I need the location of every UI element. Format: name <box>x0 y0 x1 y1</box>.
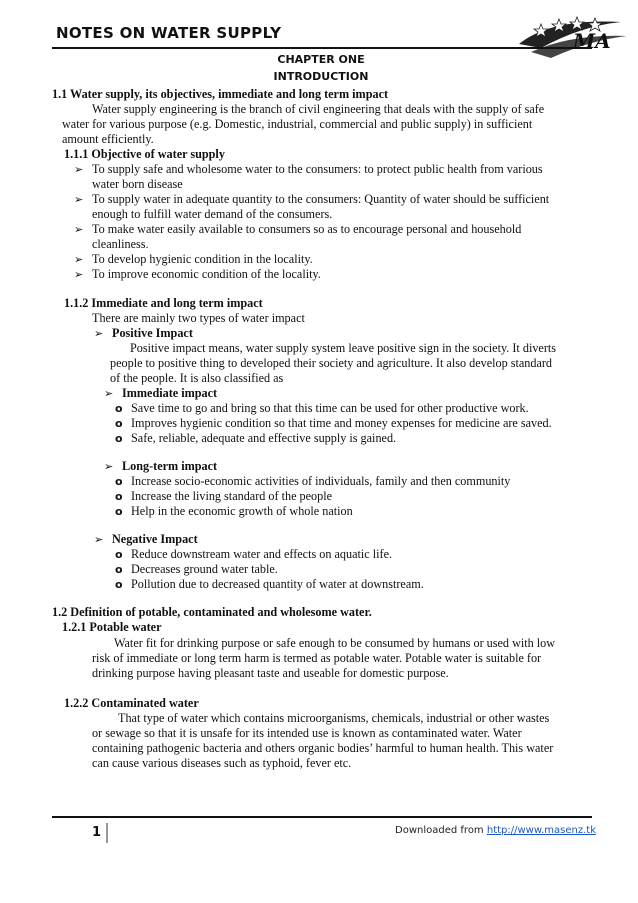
header-title: NOTES ON WATER SUPPLY <box>56 24 282 42</box>
list-item: To supply safe and wholesome water to the consumers: to protect public health from various <box>92 162 543 176</box>
paragraph-line: people to positive thing to developed their society and agriculture. It also develop standard <box>110 356 553 370</box>
list-item: Safe, reliable, adequate and effective supply is gained. <box>131 431 397 445</box>
circle-bullet-icon: o <box>115 475 123 488</box>
subsection-heading-1-1-2: 1.1.2 Immediate and long term impact <box>64 296 263 310</box>
list-heading-long-term-impact: Long-term impact <box>122 459 218 473</box>
paragraph-line: amount efficiently. <box>62 132 154 146</box>
paragraph-line: containing pathogenic bacteria and others organic bodies’ harmful to human health. This water <box>92 741 554 755</box>
list-heading-positive-impact: Positive Impact <box>112 326 193 340</box>
circle-bullet-icon: o <box>115 417 123 430</box>
paragraph-line: That type of water which contains microorganisms, chemicals, industrial or other wastes <box>118 711 550 725</box>
source-link[interactable]: http://www.masenz.tk <box>486 825 596 836</box>
list-item: To supply water in adequate quantity to the consumers: Quantity of water should be sufficient <box>92 192 550 206</box>
list-item-continued: cleanliness. <box>92 237 149 251</box>
arrow-bullet-icon: ➢ <box>74 194 84 206</box>
footer-divider <box>106 823 108 843</box>
list-item: Reduce downstream water and effects on aquatic life. <box>131 547 393 561</box>
arrow-bullet-icon: ➢ <box>104 461 114 473</box>
circle-bullet-icon: o <box>115 578 123 591</box>
list-heading-negative-impact: Negative Impact <box>112 532 198 546</box>
subsection-heading-1-1-1: 1.1.1 Objective of water supply <box>64 147 225 161</box>
paragraph-line: can cause various diseases such as typhoid, fever etc. <box>92 756 352 770</box>
list-item: Improves hygienic condition so that time and money expenses for medicine are saved. <box>131 416 552 430</box>
arrow-bullet-icon: ➢ <box>94 328 104 340</box>
subsection-heading-1-2-1: 1.2.1 Potable water <box>62 620 162 634</box>
footer-rule <box>52 816 592 818</box>
paragraph-line: risk of immediate or long term harm is termed as potable water. Potable water is suitable for <box>92 651 542 665</box>
circle-bullet-icon: o <box>115 402 123 415</box>
list-item: Increase the living standard of the people <box>131 489 333 503</box>
circle-bullet-icon: o <box>115 505 123 518</box>
list-item: Decreases ground water table. <box>131 562 278 576</box>
chapter-title: INTRODUCTION <box>273 70 369 83</box>
list-item: Pollution due to decreased quantity of water at downstream. <box>131 577 424 591</box>
circle-bullet-icon: o <box>115 432 123 445</box>
paragraph-line: Water supply engineering is the branch of civil engineering that deals with the supply of safe <box>92 102 545 116</box>
header-rule <box>52 47 592 49</box>
arrow-bullet-icon: ➢ <box>94 534 104 546</box>
footer-download-note <box>395 825 596 836</box>
arrow-bullet-icon: ➢ <box>74 254 84 266</box>
arrow-bullet-icon: ➢ <box>74 269 84 281</box>
paragraph-line: or sewage so that it is unsafe for its intended use is known as contaminated water. Water <box>92 726 522 740</box>
list-item: Help in the economic growth of whole nation <box>131 504 353 518</box>
list-item-continued: water born disease <box>92 177 183 191</box>
list-item: To improve economic condition of the locality. <box>92 267 321 281</box>
list-heading-immediate-impact: Immediate impact <box>122 386 218 400</box>
circle-bullet-icon: o <box>115 563 123 576</box>
paragraph-line: Positive impact means, water supply system leave positive sign in the society. It diverts <box>130 341 557 355</box>
paragraph-line: There are mainly two types of water impact <box>92 311 305 325</box>
logo-text: MA <box>573 29 611 53</box>
paragraph-line: Water fit for drinking purpose or safe enough to be consumed by humans or used with low <box>114 636 556 650</box>
section-heading-1-2: 1.2 Definition of potable, contaminated and wholesome water. <box>52 605 372 619</box>
arrow-bullet-icon: ➢ <box>74 224 84 236</box>
circle-bullet-icon: o <box>115 548 123 561</box>
section-heading-1-1: 1.1 Water supply, its objectives, immediate and long term impact <box>52 87 389 101</box>
circle-bullet-icon: o <box>115 490 123 503</box>
chapter-number: CHAPTER ONE <box>277 53 365 66</box>
arrow-bullet-icon: ➢ <box>104 388 114 400</box>
paragraph-line: drinking purpose having pleasant taste and useable for domestic purpose. <box>92 666 449 680</box>
list-item: To make water easily available to consumers so as to encourage personal and household <box>92 222 522 236</box>
paragraph-line: of the people. It is also classified as <box>110 371 284 385</box>
subsection-heading-1-2-2: 1.2.2 Contaminated water <box>64 696 199 710</box>
page-number: 1 <box>92 825 102 840</box>
list-item: To develop hygienic condition in the locality. <box>92 252 313 266</box>
list-item-continued: enough to fulfill water demand of the consumers. <box>92 207 333 221</box>
downloaded-label: Downloaded from <box>395 825 487 836</box>
arrow-bullet-icon: ➢ <box>74 164 84 176</box>
paragraph-line: water for various purpose (e.g. Domestic, industrial, commercial and public supply) in sufficient <box>62 117 533 131</box>
list-item: Increase socio-economic activities of individuals, family and then community <box>131 474 511 488</box>
list-item: Save time to go and bring so that this time can be used for other productive work. <box>131 401 529 415</box>
page-header <box>56 24 611 53</box>
page-footer <box>66 819 596 843</box>
